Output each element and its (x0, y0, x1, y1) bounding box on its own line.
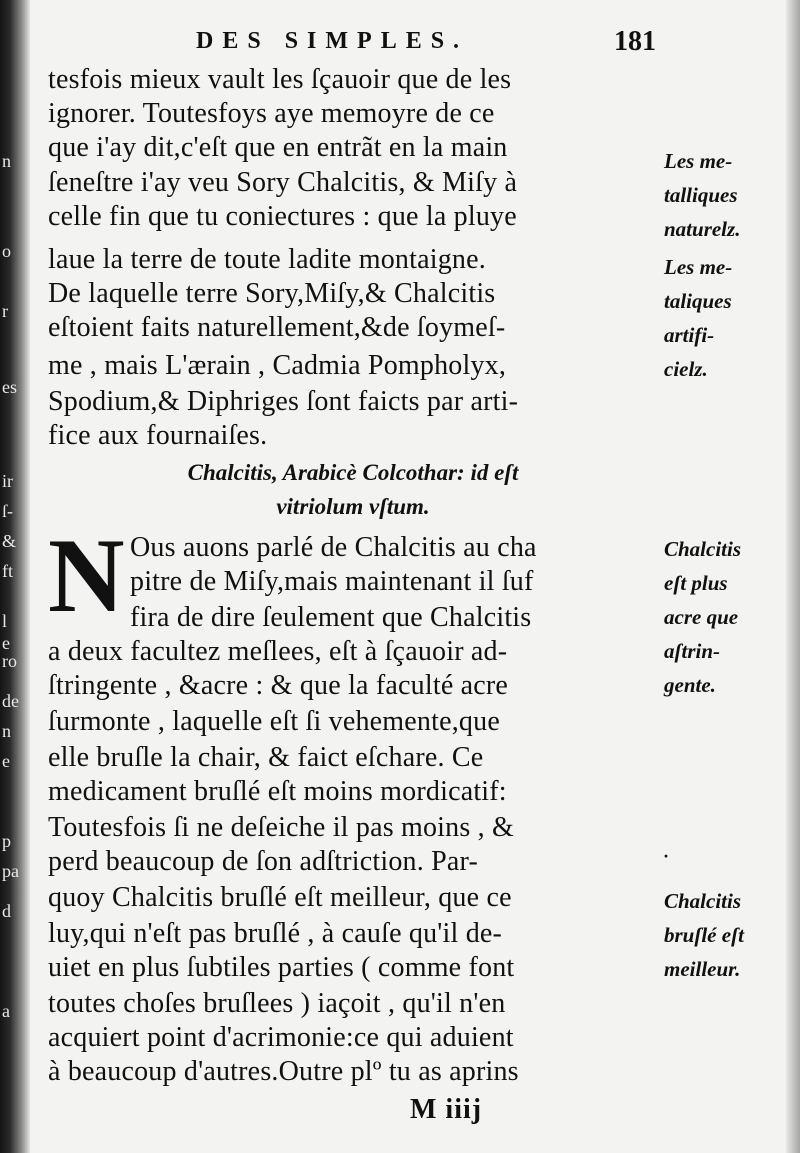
signature-mark: M iiij (410, 1094, 483, 1125)
text-line: fira de dire ſeulement que Chalcitis (130, 602, 532, 633)
margin-note-chalcitis-burnt (664, 884, 788, 986)
margin-note-line: acre que (664, 605, 739, 629)
text-line: Toutesfois ſi ne deſeiche il pas moins , & (48, 812, 515, 843)
text-line: pitre de Miſy,mais maintenant il ſuf (130, 566, 534, 597)
margin-note-line: cielz. (664, 357, 708, 381)
text-line: tesfois mieux vault les ſçauoir que de les (48, 64, 512, 95)
margin-note-line: Les me- (664, 255, 733, 279)
margin-note-line: taliques (664, 289, 732, 313)
margin-note-line: gente. (664, 673, 716, 697)
gutter-fragment: d (2, 901, 11, 921)
text-line: quoy Chalcitis bruſlé eſt meilleur, que ce (48, 882, 512, 913)
text-line: me , mais L'ærain , Cadmia Pompholyx, (48, 350, 507, 381)
text-line: ignorer. Toutesfoys aye memoyre de ce (48, 98, 495, 129)
text-line: toutes choſes bruſlees ) iaçoit , qu'il n'en (48, 988, 506, 1019)
text-line: uiet en plus ſubtiles parties ( comme font (48, 952, 515, 983)
margin-note-line: Chalcitis (664, 537, 742, 561)
running-head-title: DES SIMPLES. (196, 28, 469, 54)
gutter-fragment: ft (2, 561, 13, 581)
drop-cap: N (48, 517, 125, 634)
text-line: medicament bruſlé eſt moins mordicatif: (48, 776, 507, 807)
margin-note-line: talliques (664, 183, 738, 207)
gutter-fragment: ir (2, 471, 13, 491)
text-line: ſurmonte , laquelle eſt ſi vehemente,que (48, 706, 500, 737)
margin-note-line: bruſlé eſt (664, 923, 744, 947)
page-number: 181 (614, 26, 656, 57)
text-line: perd beaucoup de ſon adſtriction. Par- (48, 846, 479, 877)
text-line: Ous auons parlé de Chalcitis au cha (130, 532, 537, 563)
gutter-fragment: l (2, 611, 8, 631)
gutter-fragment: de (2, 691, 19, 711)
margin-note-line: eſt plus (664, 571, 728, 595)
text-line: fice aux fournaiſes. (48, 420, 268, 451)
chapter-heading-line1: Chalcitis, Arabicè Colcothar: id eſt (187, 460, 519, 485)
gutter-fragment: n (2, 151, 11, 171)
text-line: Spodium,& Diphriges ſont faicts par arti- (48, 386, 519, 417)
gutter-fragment: a (2, 1001, 10, 1021)
gutter-fragment: p (2, 831, 11, 851)
binding-gutter (0, 0, 30, 1153)
text-line: eſtoient faits naturellement,&de ſoymeſ- (48, 312, 506, 343)
margin-note-line: artifi- (664, 323, 715, 347)
text-line: De laquelle terre Sory,Miſy,& Chalcitis (48, 278, 496, 309)
text-line: luy,qui n'eſt pas bruſlé , à cauſe qu'il de- (48, 918, 503, 949)
gutter-fragment: e (2, 633, 10, 653)
margin-note-line: Chalcitis (664, 889, 742, 913)
margin-note-line: meilleur. (664, 957, 741, 981)
text-line: a deux facultez meſlees, eſt à ſçauoir ad- (48, 636, 508, 667)
gutter-fragment: & (2, 531, 17, 551)
chapter-heading-line2: vitriolum vſtum. (276, 494, 430, 519)
text-line: celle fin que tu coniectures : que la pluye (48, 201, 517, 232)
margin-note-line: aſtrin- (664, 639, 721, 663)
text-line: elle bruſle la chair, & faict eſchare. Ce (48, 742, 484, 773)
gutter-fragment: n (2, 721, 11, 741)
margin-note-artificial-metals (664, 250, 788, 386)
gutter-fragment: ro (2, 651, 17, 671)
text-line: acquiert point d'acrimonie:ce qui aduient (48, 1022, 514, 1053)
text-line: ſtringente , &acre : & que la faculté acre (48, 670, 509, 701)
margin-note-line: Les me- (664, 149, 733, 173)
text-line: que i'ay dit,c'eſt que en entrãt en la main (48, 132, 508, 163)
running-head (196, 28, 656, 62)
gutter-fragment: pa (2, 861, 19, 881)
margin-note-line: naturelz. (664, 217, 741, 241)
gutter-fragment: e (2, 751, 10, 771)
margin-note-natural-metals (664, 144, 788, 246)
text-line: à beaucoup d'autres.Outre plº tu as aprins (48, 1056, 519, 1087)
margin-note-chalcitis-acre (664, 532, 788, 702)
gutter-fragment: o (2, 241, 11, 261)
page-edge-shadow (786, 0, 800, 1153)
gutter-fragment: es (2, 377, 17, 397)
gutter-fragment: ſ- (2, 501, 13, 521)
text-line: laue la terre de toute ladite montaigne. (48, 244, 486, 275)
gutter-fragment: r (2, 301, 8, 321)
margin-bullet: · (663, 846, 670, 866)
text-line: ſeneſtre i'ay veu Sory Chalcitis, & Miſy à (48, 167, 518, 198)
